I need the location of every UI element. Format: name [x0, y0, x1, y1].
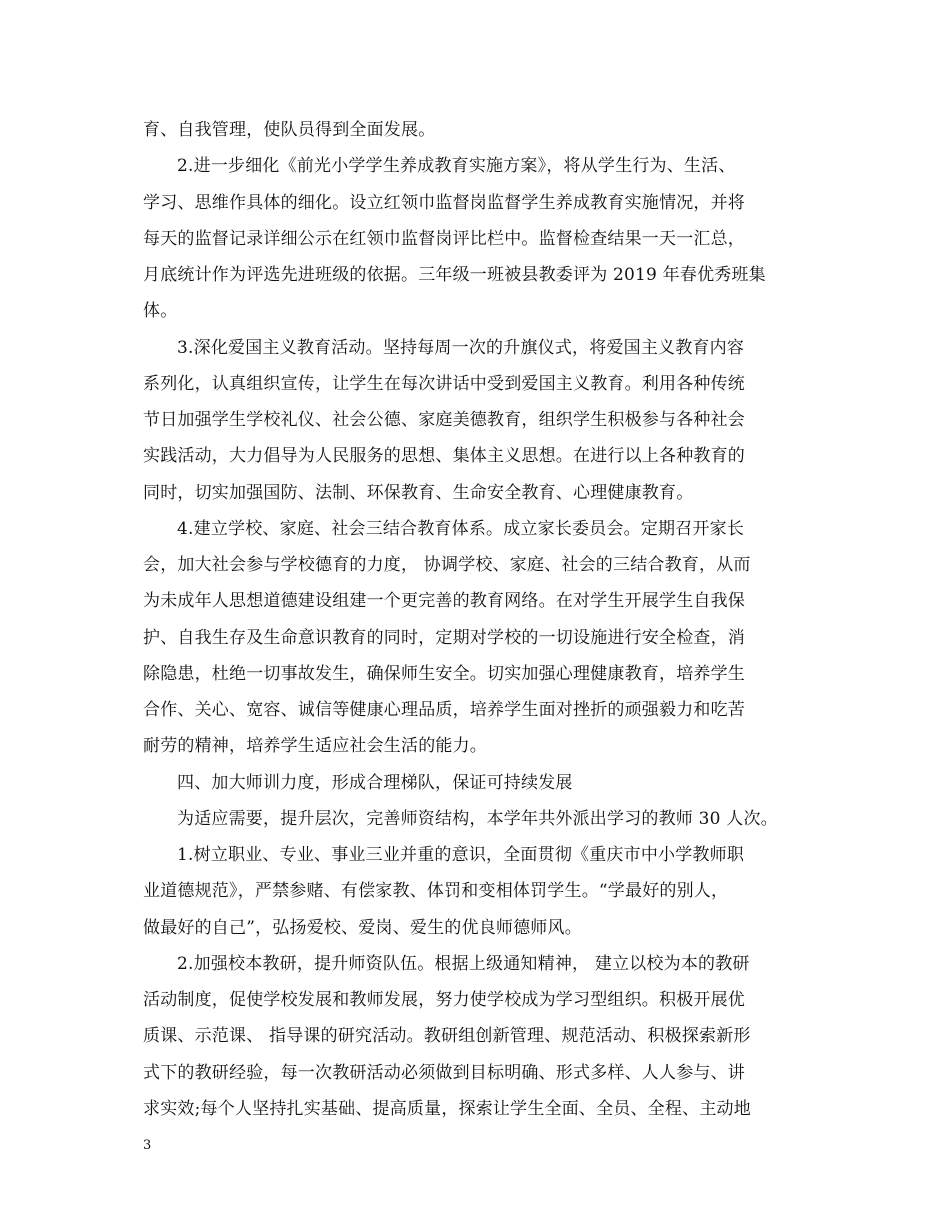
- text-line: 2.加强校本教研，提升师资队伍。根据上级通知精神， 建立以校为本的教研: [177, 953, 750, 974]
- text-line: 同时，切实加强国防、法制、环保教育、生命安全教育、心理健康教育。: [143, 482, 694, 503]
- text-line: 为未成年人思想道德建设组建一个更完善的教育网络。在对学生开展学生自我保: [143, 591, 745, 612]
- text-line: 为适应需要，提升层次，完善师资结构，本学年共外派出学习的教师 30 人次。: [177, 808, 778, 829]
- text-line: 节日加强学生学校礼仪、社会公德、家庭美德教育，组织学生积极参与各种社会: [143, 410, 745, 430]
- text-line: 体。: [143, 301, 178, 322]
- text-line: 4.建立学校、家庭、社会三结合教育体系。成立家长委员会。定期召开家长: [177, 518, 745, 539]
- text-line: 护、自我生存及生命意识教育的同时，定期对学校的一切设施进行安全检查，消: [143, 627, 745, 648]
- text-line: 会，加大社会参与学校德育的力度， 协调学校、家庭、社会的三结合教育，从而: [143, 555, 751, 575]
- body-text: [143, 112, 823, 1127]
- text-line: 四、加大师训力度，形成合理梯队，保证可持续发展: [177, 772, 573, 793]
- page-number: 3: [143, 1138, 152, 1153]
- text-line: 系列化，认真组织宣传，让学生在每次讲话中受到爱国主义教育。利用各种传统: [143, 373, 745, 394]
- text-line: 实践活动，大力倡导为人民服务的思想、集体主义思想。在进行以上各种教育的: [143, 446, 745, 467]
- text-line: 活动制度，促使学校发展和教师发展，努力使学校成为学习型组织。积极开展优: [143, 990, 745, 1010]
- text-line: 3.深化爱国主义教育活动。坚持每周一次的升旗仪式，将爱国主义教育内容: [177, 337, 745, 358]
- text-line: 除隐患，杜绝一切事故发生，确保师生安全。切实加强心理健康教育，培养学生: [143, 663, 745, 684]
- text-line: 求实效;每个人坚持扎实基础、提高质量，探索让学生全面、全员、全程、主动地: [143, 1098, 751, 1119]
- text-line: 业道德规范》，严禁参赌、有偿家教、体罚和变相体罚学生。“学最好的别人，: [143, 881, 729, 902]
- text-line: 育、自我管理，使队员得到全面发展。: [143, 120, 436, 140]
- text-line: 耐劳的精神，培养学生适应社会生活的能力。: [143, 736, 487, 757]
- text-line: 1.树立职业、专业、事业三业并重的意识，全面贯彻《重庆市中小学教师职: [177, 845, 745, 865]
- text-line: 做最好的自己”，弘扬爱校、爱岗、爱生的优良师德师风。: [143, 917, 582, 938]
- text-line: 合作、关心、宽容、诚信等健康心理品质，培养学生面对挫折的顽强毅力和吃苦: [143, 700, 745, 720]
- text-line: 学习、思维作具体的细化。设立红领巾监督岗监督学生养成教育实施情况，并将: [143, 192, 745, 213]
- text-line: 月底统计作为评选先进班级的依据。三年级一班被县教委评为 2019 年春优秀班集: [143, 265, 766, 285]
- text-line: 式下的教研经验，每一次教研活动必须做到目标明确、形式多样、人人参与、讲: [143, 1062, 745, 1083]
- text-line: 每天的监督记录详细公示在红领巾监督岗评比栏中。监督检查结果一天一汇总，: [143, 228, 745, 249]
- text-line: 2.进一步细化《前光小学学生养成教育实施方案》，将从学生行为、生活、: [177, 156, 736, 177]
- text-line: 质课、示范课、 指导课的研究活动。教研组创新管理、规范活动、积极探索新形: [143, 1026, 751, 1047]
